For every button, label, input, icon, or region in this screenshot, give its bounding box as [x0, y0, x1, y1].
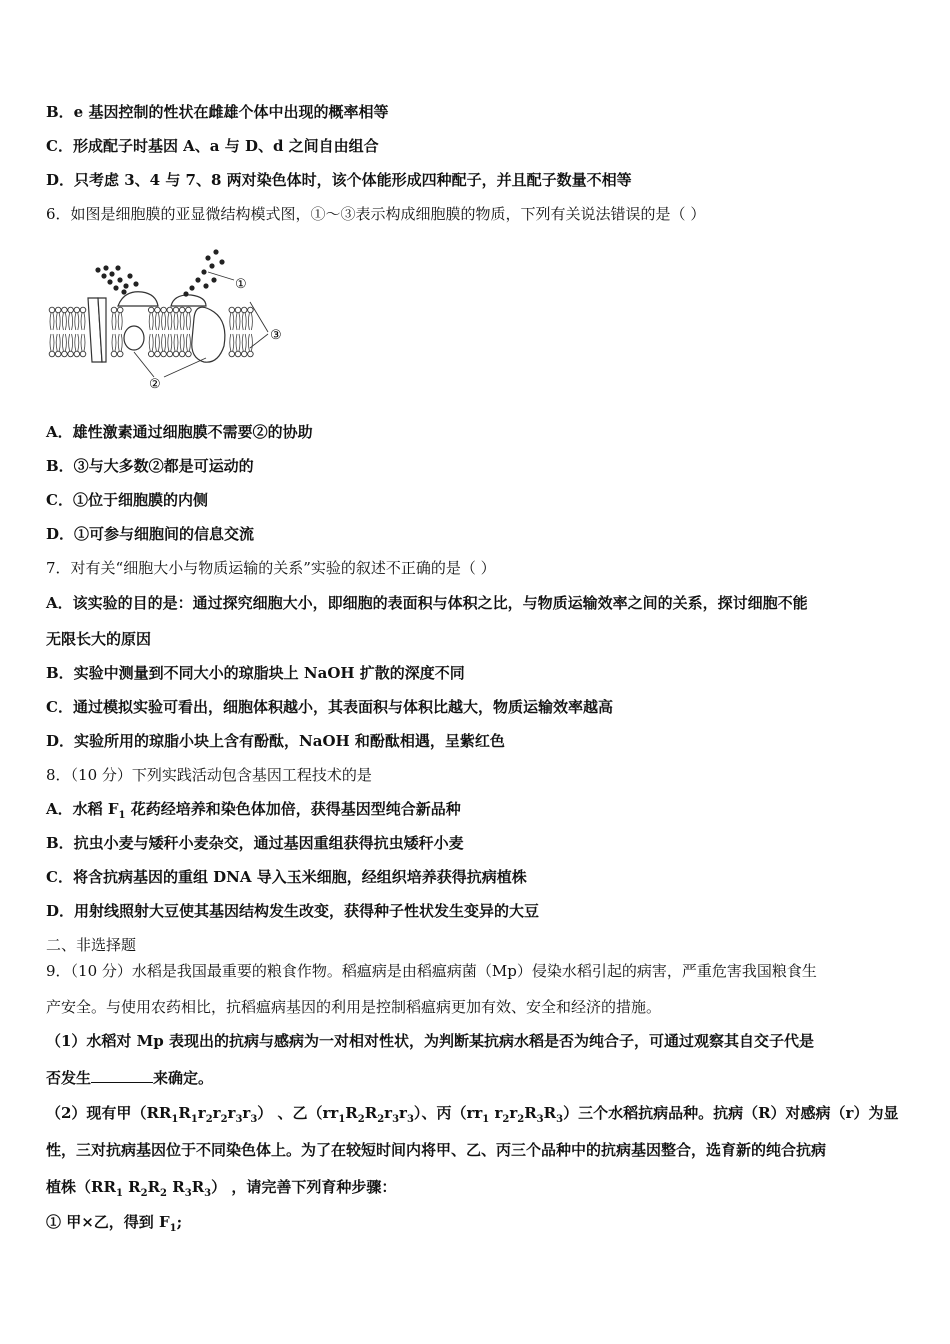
glycoprotein-protein [171, 295, 206, 306]
q5-option-b: B．e 基因控制的性状在雌雄个体中出现的概率相等 [46, 103, 389, 121]
q7-stem: 7．对有关“细胞大小与物质运输的关系”实验的叙述不正确的是（ ） [46, 559, 496, 577]
q7-option-d: D．实验所用的琼脂小块上含有酚酞，NaOH 和酚酞相遇，呈紫红色 [46, 732, 505, 750]
q6-option-d: D．①可参与细胞间的信息交流 [46, 525, 255, 543]
q8-stem: 8．（10 分）下列实践活动包含基因工程技术的是 [46, 766, 372, 784]
q8-option-d: D．用射线照射大豆使其基因结构发生改变，获得种子性状发生变异的大豆 [46, 902, 540, 920]
q5-option-d: D．只考虑 3、4 与 7、8 两对染色体时，该个体能形成四种配子，并且配子数量不相等 [46, 171, 632, 189]
q5-option-c: C．形成配子时基因 A、a 与 D、d 之间自由组合 [46, 137, 379, 155]
q9-part2-line3: 植株（$RR_1$ $R_2R_2$ $R_3R_3$） ，请完善下列育种步骤： [46, 1178, 397, 1199]
q7-option-c: C．通过模拟实验可看出，细胞体积越小，其表面积与体积比越大，物质运输效率越高 [46, 698, 613, 716]
q8-option-c: C．将含抗病基因的重组 DNA 导入玉米细胞，经组织培养获得抗病植株 [46, 868, 527, 886]
q9-stem-line1: 9．（10 分）水稻是我国最重要的粮食作物。稻瘟病是由稻瘟病菌（Mp）侵染水稻引起的病害，严重危害我国粮食生 [46, 962, 817, 980]
q9-part2-line1: （2）现有甲$(RR_1R_1r_2r_2r_3r_3)$ 、乙$(rr_1R_2R_2r_3r_3)$、丙（$rr_1$ $r_2r_2R_3R_3$）三个水稻抗病品种。抗病（R）对感病（r）为显 [46, 1104, 899, 1125]
cell-membrane-diagram [46, 240, 296, 395]
q8-option-a: A．水稻 $F_1$ 花药经培养和染色体加倍，获得基因型纯合新品种 [46, 800, 461, 821]
section-heading: 二、非选择题 [46, 936, 137, 954]
q9-stem-line2: 产安全。与使用农药相比，抗稻瘟病基因的利用是控制稻瘟病更加有效、安全和经济的措施。 [46, 998, 662, 1016]
q6-option-c: C．①位于细胞膜的内侧 [46, 491, 208, 509]
q6-stem: 6．如图是细胞膜的亚显微结构模式图，①～③表示构成细胞膜的物质，下列有关说法错误的是（ ） [46, 205, 706, 223]
q8-option-b: B．抗虫小麦与矮秆小麦杂交，通过基因重组获得抗虫矮秆小麦 [46, 834, 464, 852]
q7-option-a-line1: A．该实验的目的是：通过探究细胞大小，即细胞的表面积与体积之比，与物质运输效率之间的关系，探讨细胞不能 [46, 594, 808, 612]
label-1: ① [235, 277, 247, 292]
q7-option-a-line2: 无限长大的原因 [46, 630, 152, 648]
q9-part1-line1: （1）水稻对 Mp 表现出的抗病与感病为一对相对性状，为判断某抗病水稻是否为纯合子，可通过观察其自交子代是 [46, 1032, 814, 1050]
q6-option-a: A．雄性激素通过细胞膜不需要②的协助 [46, 423, 313, 441]
glycocalyx-chains [95, 249, 224, 296]
embedded-protein [124, 326, 144, 350]
answer-blank[interactable] [91, 1068, 153, 1083]
q7-option-b: B．实验中测量到不同大小的琼脂块上 NaOH 扩散的深度不同 [46, 664, 465, 682]
q9-step1: ① 甲×乙，得到 $F_1$; [46, 1213, 183, 1234]
label-3: ③ [270, 328, 282, 343]
transmembrane-protein [192, 307, 225, 362]
q6-option-b: B．③与大多数②都是可运动的 [46, 457, 254, 475]
q9-part1-line2: 否发生 来确定。 [46, 1069, 214, 1087]
label-2: ② [149, 377, 161, 392]
q9-part2-line2: 性，三对抗病基因位于不同染色体上。为了在较短时间内将甲、乙、丙三个品种中的抗病基因整合，选育新的纯合抗病 [46, 1141, 827, 1159]
